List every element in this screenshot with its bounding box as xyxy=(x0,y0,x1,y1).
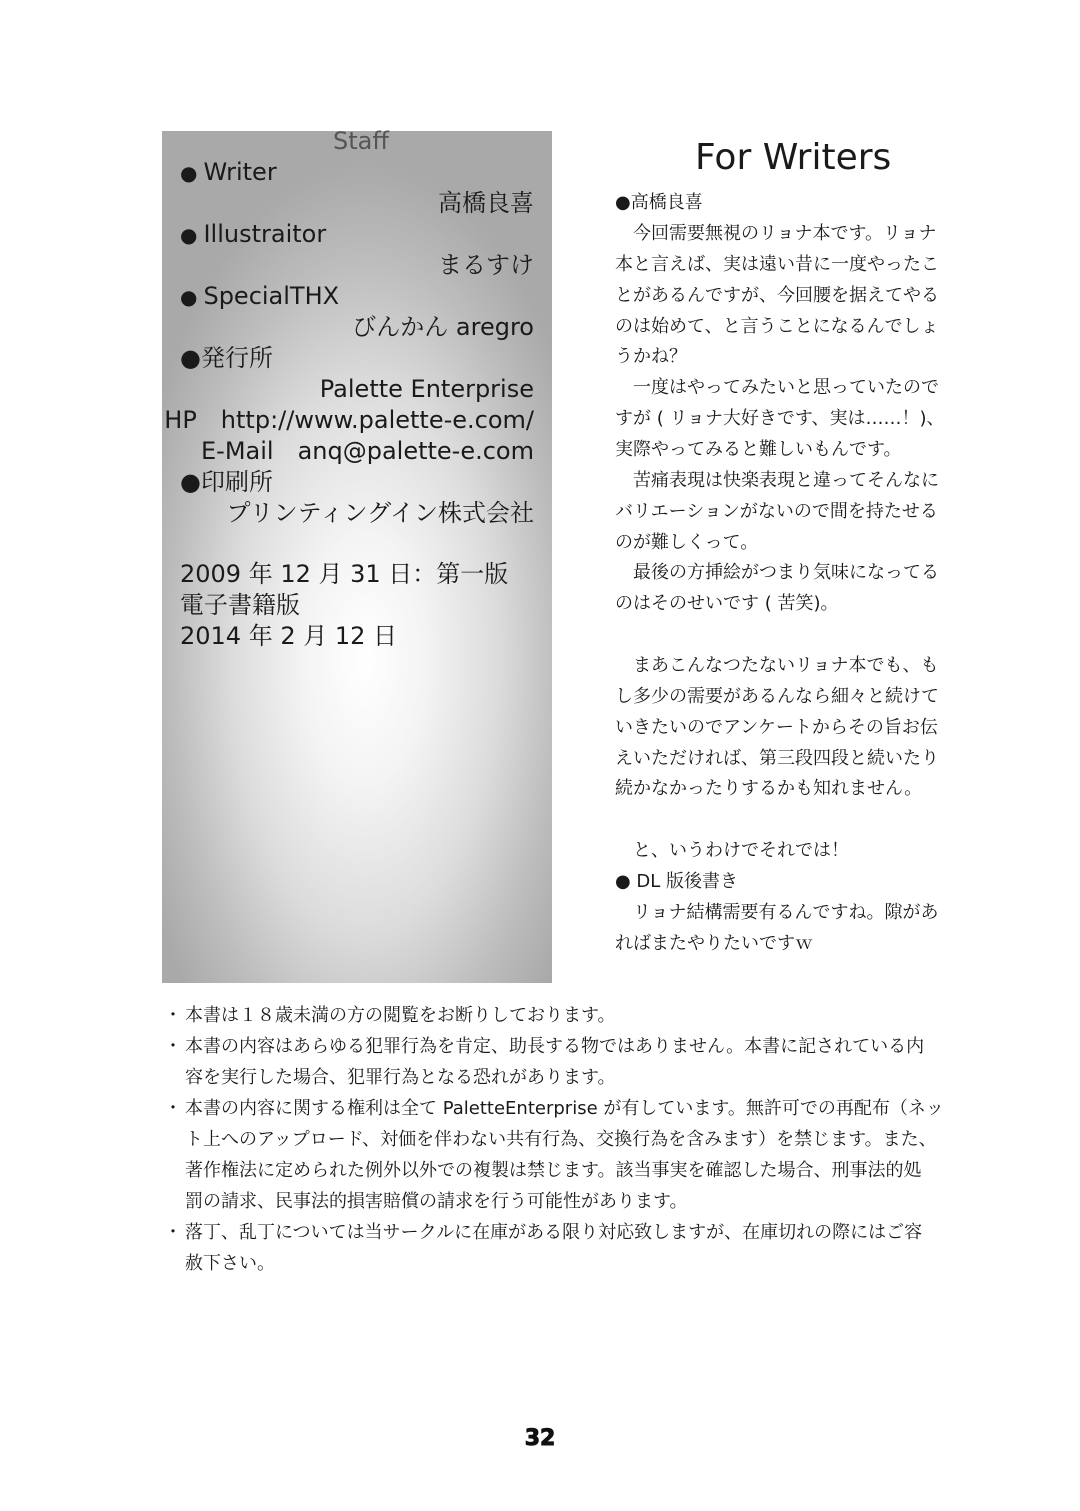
writers-line: と、いうわけでそれでは！ xyxy=(615,840,849,861)
staff-title: Staff xyxy=(333,127,389,155)
date-first-edition: 2009 年 12 月 31 日：第一版 xyxy=(180,560,509,588)
writers-line: ればまたやりたいですｗ xyxy=(615,933,813,954)
note-item: ・ 本書の内容に関する権利は全て PaletteEnterprise が有しています。無許可での再配布（ネッ xyxy=(164,1098,944,1119)
publisher-name: Palette Enterprise xyxy=(319,375,534,403)
bullet-icon: ● xyxy=(180,223,198,247)
note-continuation: 容を実行した場合、犯罪行為となる恐れがあります。 xyxy=(185,1067,616,1088)
writers-line: 最後の方挿絵がつまり気味になってる xyxy=(615,562,939,583)
writers-line: 一度はやってみたいと思っていたので xyxy=(615,377,939,398)
illustrator-label-row xyxy=(180,222,326,246)
writer-label-row xyxy=(180,160,277,184)
special-label: SpecialTHX xyxy=(203,282,340,310)
writers-line: うかね？ xyxy=(615,346,687,367)
writers-line: まあこんなつたないリョナ本でも、も xyxy=(615,655,939,676)
ebook-edition: 電子書籍版 xyxy=(180,591,300,619)
printer-label-row xyxy=(180,470,273,494)
note-item: ・ 本書の内容はあらゆる犯罪行為を肯定、助長する物ではありません。本書に記されている内 xyxy=(164,1036,925,1057)
writers-line: 本と言えば、実は遠い昔に一度やったこ xyxy=(615,254,939,275)
writers-title: For Writers xyxy=(695,137,892,178)
bullet-icon: ● xyxy=(180,468,201,496)
writers-line: 実際やってみると難しいもんです。 xyxy=(615,439,902,460)
printer-name: プリンティングイン株式会社 xyxy=(226,499,534,527)
bullet-icon: ● xyxy=(180,161,198,185)
note-continuation: 罰の請求、民事法的損害賠償の請求を行う可能性があります。 xyxy=(185,1191,688,1212)
publisher-label-row xyxy=(180,346,273,370)
writers-line: のはそのせいです ( 苦笑)。 xyxy=(615,593,839,614)
writers-line: のが難しくって。 xyxy=(615,532,759,553)
special-label-row xyxy=(180,284,339,308)
illustrator-name: まるすけ xyxy=(438,251,534,279)
writer-name: 高橋良喜 xyxy=(438,189,534,217)
bullet-icon: ・ xyxy=(164,1005,182,1026)
note-item: ・ 本書は１８歳未満の方の閲覧をお断りしております。 xyxy=(164,1005,616,1026)
writers-line: すが ( リョナ大好きです、実は……！)、 xyxy=(615,408,945,429)
page-number: 32 xyxy=(524,1426,556,1451)
bullet-icon: ● xyxy=(180,285,198,309)
publisher-email: E-Mail anq@palette-e.com xyxy=(201,437,534,465)
writers-line: バリエーションがないので間を持たせる xyxy=(615,501,938,522)
publisher-label: 発行所 xyxy=(200,344,273,372)
bullet-icon: ・ xyxy=(164,1098,182,1119)
illustrator-label: Illustraitor xyxy=(203,220,327,248)
printer-label: 印刷所 xyxy=(200,468,273,496)
date-ebook-edition: 2014 年 2 月 12 日 xyxy=(180,622,398,650)
bullet-icon: ● xyxy=(180,344,201,372)
writers-line: ● DL 版後書き xyxy=(615,871,739,892)
bullet-icon: ・ xyxy=(164,1222,182,1243)
writers-line: 苦痛表現は快楽表現と違ってそんなに xyxy=(615,470,939,491)
note-item: ・ 落丁、乱丁については当サークルに在庫がある限り対応致しますが、在庫切れの際にはご容 xyxy=(164,1222,923,1243)
publisher-hp: HP http://www.palette-e.com/ xyxy=(164,406,534,434)
note-continuation: 赦下さい。 xyxy=(185,1253,275,1274)
note-continuation: ト上へのアップロード、対価を伴わない共有行為、交換行為を含みます）を禁じます。また、 xyxy=(185,1129,937,1150)
bullet-icon: ・ xyxy=(164,1036,182,1057)
writers-line: とがあるんですが、今回腰を据えてやる xyxy=(615,285,939,306)
writer-label: Writer xyxy=(203,158,277,186)
special-name: びんかん aregro xyxy=(352,313,534,341)
writers-line: いきたいのでアンケートからその旨お伝 xyxy=(615,717,938,738)
writers-line: リョナ結構需要有るんですね。隙があ xyxy=(615,902,939,923)
writers-line: し多少の需要があるんなら細々と続けて xyxy=(615,686,939,707)
writers-line: 続かなかったりするかも知れません。 xyxy=(615,778,923,799)
writers-line: のは始めて、と言うことになるんでしょ xyxy=(615,316,939,337)
writers-line: 今回需要無視のリョナ本です。リョナ xyxy=(615,223,937,244)
note-continuation: 著作権法に定められた例外以外での複製は禁じます。該当事実を確認した場合、刑事法的処 xyxy=(185,1160,922,1181)
writers-line: えいただければ、第三段四段と続いたり xyxy=(615,748,939,769)
writers-line: ●高橋良喜 xyxy=(615,192,703,213)
